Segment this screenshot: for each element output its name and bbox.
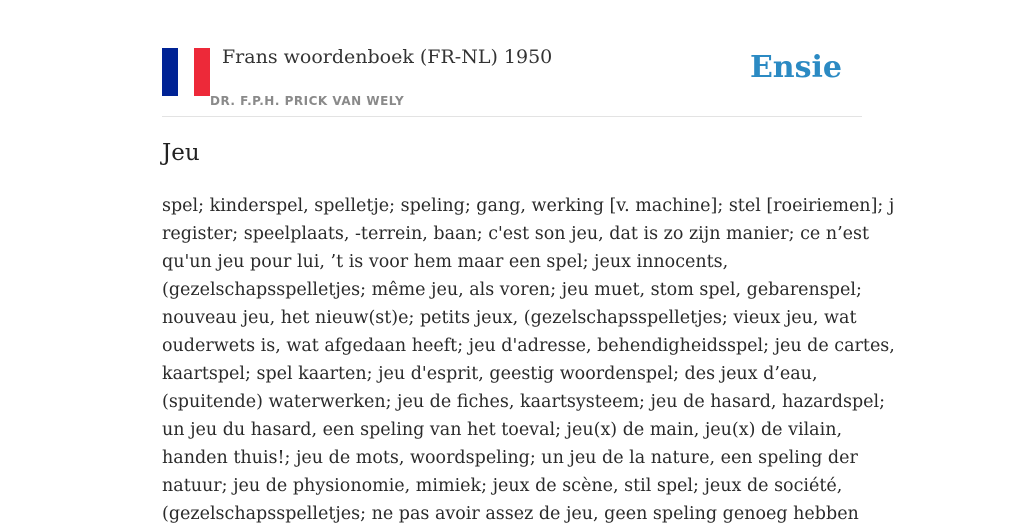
french-flag-icon	[162, 48, 210, 96]
definition-line: kaartspel; spel kaarten; jeu d'esprit, geestig woordenspel; des jeux d’eau,	[162, 364, 818, 384]
definition-line: natuur; jeu de physionomie, mimiek; jeux de scène, stil spel; jeux de société,	[162, 476, 843, 496]
definition-line: (gezelschapsspelletjes; même jeu, als voren; jeu muet, stom spel, gebarenspel;	[162, 280, 862, 300]
flag-stripe-white	[178, 48, 194, 96]
dictionary-author: DR. F.P.H. PRICK VAN WELY	[210, 94, 405, 108]
flag-stripe-red	[194, 48, 210, 96]
entry-definition	[162, 192, 895, 528]
definition-line: nouveau jeu, het nieuw(st)e; petits jeux, (gezelschapsspelletjes; vieux jeu, wat	[162, 308, 857, 328]
definition-line: un jeu du hasard, een speling van het toeval; jeu(x) de main, jeu(x) de vilain,	[162, 420, 843, 440]
definition-line: (spuitende) waterwerken; jeu de fiches, kaartsysteem; jeu de hasard, hazardspel;	[162, 392, 886, 412]
ensie-logo-link[interactable]: Ensie	[749, 50, 842, 85]
dictionary-title-link[interactable]: Frans woordenboek (FR-NL) 1950	[222, 46, 553, 68]
definition-line: spel; kinderspel, spelletje; speling; gang, werking [v. machine]; stel [roeiriemen]; j	[162, 196, 895, 216]
definition-line: (gezelschapsspelletjes; ne pas avoir assez de jeu, geen speling genoeg hebben	[162, 504, 859, 524]
definition-line: handen thuis!; jeu de mots, woordspeling; un jeu de la nature, een speling der	[162, 448, 858, 468]
definition-line: ouderwets is, wat afgedaan heeft; jeu d'adresse, behendigheidsspel; jeu de cartes,	[162, 336, 895, 356]
dictionary-header	[162, 40, 862, 117]
definition-line: qu'un jeu pour lui, ’t is voor hem maar een spel; jeux innocents,	[162, 252, 729, 272]
definition-line: register; speelplaats, -terrein, baan; c'est son jeu, dat is zo zijn manier; ce n’est	[162, 224, 870, 244]
entry-headword: Jeu	[162, 140, 200, 166]
flag-stripe-blue	[162, 48, 178, 96]
